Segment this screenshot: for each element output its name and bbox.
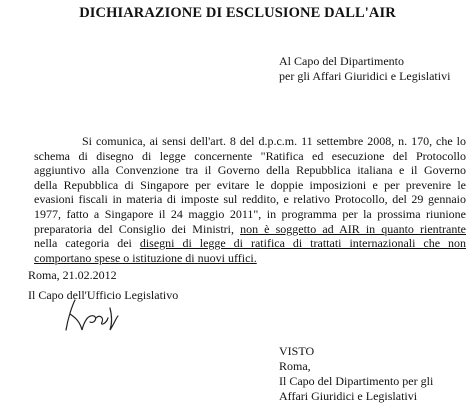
body-line-9: comportano spese o istituzione di nuovi uffici.	[34, 250, 257, 265]
place-date: Roma, 21.02.2012	[28, 268, 117, 282]
body-line-5: evasioni fiscali in materia di imposte sul reddito, e relativo Protocollo, del 29 gennaio	[34, 192, 466, 207]
body-paragraph	[34, 134, 466, 265]
visto-line-2: Affari Giuridici e Legislativi	[279, 389, 418, 403]
body-line-8	[34, 236, 466, 251]
body-line-3: aggiuntivo alla Convenzione tra il Governo della Repubblica italiana e il Governo	[34, 163, 466, 178]
visto-block	[279, 344, 433, 404]
body-line-2: schema di disegno di legge concernente "Ratifica ed esecuzione del Protocollo	[34, 148, 466, 163]
addressee-line-1: Al Capo del Dipartimento	[279, 54, 404, 68]
body-line-1: Si comunica, ai sensi dell'art. 8 del d.p.c.m. 11 settembre 2008, n. 170, che lo	[82, 134, 466, 148]
body-line-7-underlined: non è soggetto ad AIR in quanto rientrante	[240, 221, 466, 236]
body-line-8-underlined: disegni di legge di ratifica di trattati internazionali che non	[139, 236, 466, 251]
body-line-7-text: preparatoria del Consiglio dei Ministri,	[34, 221, 241, 236]
body-line-4: della Repubblica di Singapore per evitare le doppie imposizioni e per prevenire le	[34, 177, 466, 192]
body-line-8-text: nella categoria dei	[34, 236, 140, 251]
body-line-6: 1977, fatto a Singapore il 24 maggio 2011", in programma per la prossima riunione	[34, 206, 466, 221]
addressee-block	[279, 54, 450, 83]
body-line-7	[34, 222, 466, 237]
handwritten-signature	[58, 296, 128, 338]
visto-place: Roma,	[279, 359, 311, 373]
visto-line-1: Il Capo del Dipartimento per gli	[279, 374, 434, 388]
signer-title: Il Capo dell'Ufficio Legislativo	[28, 288, 179, 302]
document-title: DICHIARAZIONE DI ESCLUSIONE DALL'AIR	[79, 5, 396, 21]
addressee-line-2: per gli Affari Giuridici e Legislativi	[279, 68, 451, 83]
visto-label: VISTO	[279, 344, 315, 358]
